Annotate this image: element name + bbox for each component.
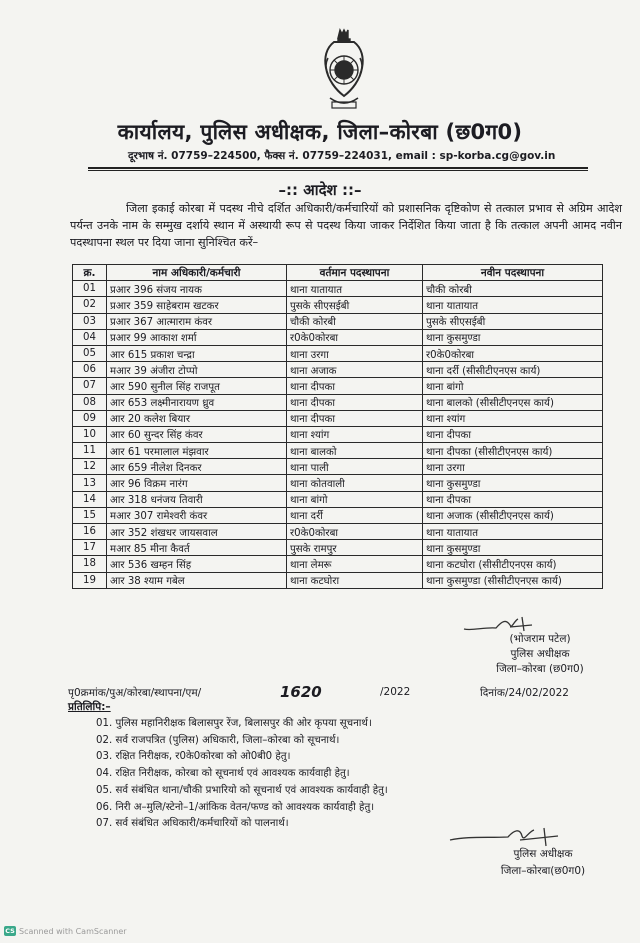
cell-current-posting: थाना कोतवाली: [287, 475, 423, 491]
table-row: [73, 475, 603, 491]
camscanner-logo-icon: CS: [5, 927, 15, 935]
signatory-block-copy: [478, 846, 608, 880]
cell-current-posting: पुसके रामपुर: [287, 540, 423, 556]
cell-current-posting: थाना दर्री: [287, 507, 423, 523]
table-row: [73, 524, 603, 540]
signatory-district: जिला–कोरबा (छ0ग0): [496, 663, 584, 675]
reference-number: 1620: [280, 683, 322, 701]
cell-name: मआर 85 मीना कैवर्त: [107, 540, 287, 556]
reference-prefix: पृ0क्रमांक/पुअ/कोरबा/स्थापना/एम/: [68, 687, 202, 699]
col-new-posting: नवीन पदस्थापना: [423, 265, 603, 281]
table-row: [73, 459, 603, 475]
cell-name: आर 659 नीलेश दिनकर: [107, 459, 287, 475]
cell-current-posting: थाना बालको: [287, 443, 423, 459]
cell-serial: 06: [73, 362, 107, 378]
col-current-posting: वर्तमान पदस्थापना: [287, 265, 423, 281]
table-row: [73, 297, 603, 313]
cell-name: प्रआर 396 संजय नायक: [107, 281, 287, 297]
cell-name: प्रआर 359 साहेबराम खटकर: [107, 297, 287, 313]
cell-new-posting: थाना दर्री (सीसीटीएनएस कार्य): [423, 362, 603, 378]
cell-name: प्रआर 99 आकाश शर्मा: [107, 329, 287, 345]
signatory-name: (भोजराम पटेल): [509, 633, 571, 645]
cell-serial: 04: [73, 329, 107, 345]
cell-new-posting: पुसके सीएसईबी: [423, 313, 603, 329]
header-rule-thin: [88, 170, 588, 171]
table-row: [73, 426, 603, 442]
cell-new-posting: चौकी कोरबी: [423, 281, 603, 297]
table-row: [73, 281, 603, 297]
cell-name: आर 20 कलेश बियार: [107, 410, 287, 426]
cell-serial: 19: [73, 572, 107, 588]
cell-name: आर 318 धनंजय तिवारी: [107, 491, 287, 507]
table-row: [73, 313, 603, 329]
cell-new-posting: थाना बालको (सीसीटीएनएस कार्य): [423, 394, 603, 410]
list-item: 01. पुलिस महानिरीक्षक बिलासपुर रेंज, बिलासपुर की ओर कृपया सूचनार्थ।: [96, 718, 372, 729]
signatory-district: जिला–कोरबा(छ0ग0): [500, 865, 586, 877]
table-row: [73, 556, 603, 572]
cell-current-posting: पुसके सीएसईबी: [287, 297, 423, 313]
table-row: [73, 378, 603, 394]
cell-new-posting: थाना श्यांग: [423, 410, 603, 426]
cell-serial: 05: [73, 345, 107, 361]
cell-current-posting: थाना दीपका: [287, 394, 423, 410]
cell-serial: 18: [73, 556, 107, 572]
cell-name: मआर 307 रामेश्वरी कंवर: [107, 507, 287, 523]
cell-current-posting: थाना लेमरू: [287, 556, 423, 572]
header-rule: [88, 167, 588, 169]
cell-serial: 09: [73, 410, 107, 426]
cell-new-posting: थाना दीपका: [423, 426, 603, 442]
table-row: [73, 572, 603, 588]
table-row: [73, 491, 603, 507]
cell-serial: 14: [73, 491, 107, 507]
cell-serial: 16: [73, 524, 107, 540]
cell-name: आर 590 सुनील सिंह राजपूत: [107, 378, 287, 394]
cell-name: आर 61 परमालाल मंझवार: [107, 443, 287, 459]
order-heading: –:: आदेश ::–: [278, 181, 362, 199]
cell-new-posting: र0के0कोरबा: [423, 345, 603, 361]
cell-current-posting: थाना बांगो: [287, 491, 423, 507]
cell-current-posting: थाना पाली: [287, 459, 423, 475]
table-row: [73, 507, 603, 523]
office-title: कार्यालय, पुलिस अधीक्षक, जिला–कोरबा (छ0ग0): [117, 120, 523, 144]
cell-name: आर 653 लक्ष्मीनारायण ध्रुव: [107, 394, 287, 410]
cell-name: प्रआर 367 आत्माराम कंवर: [107, 313, 287, 329]
signatory-block: [470, 632, 610, 677]
list-item: 05. सर्व संबंधित थाना/चौकी प्रभारियो को सूचनार्थ एवं आवश्यक कार्यवाही हेतु।: [96, 784, 388, 796]
cell-current-posting: थाना यातायात: [287, 281, 423, 297]
order-intro: जिला इकाई कोरबा में पदस्थ नीचे दर्शित अधिकारी/कर्मचारियों को प्रशासनिक दृष्टिकोण से तत्काल प्रभाव से अग्रिम आदेश पर्यन्त उनके नाम के सम्मुख दर्शाये स्थान में अस्थायी रूप से पदस्थ किया जाकर निर्देशित किया जाता है कि तत्काल अपनी आमद नवीन पदस्थापना स्थल पर दिया जाना सुनिश्चित करें–: [70, 202, 622, 249]
scanner-watermark: [4, 926, 127, 936]
copy-list: [96, 716, 536, 833]
scanner-text: Scanned with CamScanner: [19, 926, 127, 936]
cell-current-posting: थाना दीपका: [287, 410, 423, 426]
cell-current-posting: र0के0कोरबा: [287, 329, 423, 345]
cell-current-posting: चौकी कोरबी: [287, 313, 423, 329]
cell-serial: 17: [73, 540, 107, 556]
reference-line: [68, 683, 608, 702]
cell-serial: 13: [73, 475, 107, 491]
cell-serial: 11: [73, 443, 107, 459]
cell-name: मआर 39 अंजीरा टोप्पो: [107, 362, 287, 378]
police-emblem-icon: [316, 28, 372, 118]
cell-name: आर 60 सुन्दर सिंह कंवर: [107, 426, 287, 442]
cell-new-posting: थाना अजाक (सीसीटीएनएस कार्य): [423, 507, 603, 523]
cell-new-posting: थाना कुसमुण्डा: [423, 475, 603, 491]
cell-serial: 08: [73, 394, 107, 410]
cell-new-posting: थाना यातायात: [423, 297, 603, 313]
list-item: 07. सर्व संबंधित अधिकारी/कर्मचारियों को पालनार्थ।: [96, 818, 289, 830]
cell-serial: 02: [73, 297, 107, 313]
cell-new-posting: थाना कुसमुण्डा: [423, 540, 603, 556]
cell-current-posting: थाना उरगा: [287, 345, 423, 361]
table-row: [73, 443, 603, 459]
table-row: [73, 394, 603, 410]
cell-current-posting: थाना श्यांग: [287, 426, 423, 442]
col-name: नाम अधिकारी/कर्मचारी: [107, 265, 287, 281]
list-item: 04. रक्षित निरीक्षक, कोरबा को सूचनार्थ एवं आवश्यक कार्यवाही हेतु।: [96, 768, 350, 780]
list-item: 03. रक्षित निरीक्षक, र0के0कोरबा को ओ0बी0 हेतु।: [96, 751, 291, 763]
cell-name: आर 352 शंखधर जायसवाल: [107, 524, 287, 540]
list-item: 06. निरी अ–मुलि/स्टेनो–1/आंकिक वेतन/फण्ड को आवश्यक कार्यवाही हेतु।: [96, 801, 375, 813]
col-serial: क्र.: [73, 265, 107, 281]
cell-new-posting: थाना दीपका (सीसीटीएनएस कार्य): [423, 443, 603, 459]
cell-new-posting: थाना कुसमुण्डा (सीसीटीएनएस कार्य): [423, 572, 603, 588]
cell-name: आर 615 प्रकाश चन्द्रा: [107, 345, 287, 361]
cell-serial: 12: [73, 459, 107, 475]
cell-current-posting: थाना अजाक: [287, 362, 423, 378]
reference-date: दिनांक/24/02/2022: [480, 687, 569, 699]
cell-serial: 01: [73, 281, 107, 297]
cell-serial: 15: [73, 507, 107, 523]
signatory-designation: पुलिस अधीक्षक: [510, 648, 570, 660]
cell-new-posting: थाना दीपका: [423, 491, 603, 507]
posting-table: [72, 264, 603, 589]
cell-new-posting: थाना बांगो: [423, 378, 603, 394]
cell-new-posting: थाना यातायात: [423, 524, 603, 540]
contact-line: दूरभाष नं. 07759–224500, फैक्स नं. 07759–224031, email : sp-korba.cg@gov.in: [128, 150, 556, 162]
cell-new-posting: थाना कटघोरा (सीसीटीएनएस कार्य): [423, 556, 603, 572]
signatory-designation: पुलिस अधीक्षक: [513, 848, 573, 860]
cell-serial: 03: [73, 313, 107, 329]
table-header-row: [73, 265, 603, 281]
table-row: [73, 362, 603, 378]
cell-serial: 10: [73, 426, 107, 442]
cell-new-posting: थाना उरगा: [423, 459, 603, 475]
table-row: [73, 540, 603, 556]
cell-current-posting: थाना कटघोरा: [287, 572, 423, 588]
cell-name: आर 38 श्याम गबेल: [107, 572, 287, 588]
cell-new-posting: थाना कुसमुण्डा: [423, 329, 603, 345]
table-row: [73, 345, 603, 361]
cell-serial: 07: [73, 378, 107, 394]
table-body: [73, 281, 603, 589]
cell-name: आर 96 विक्रम नारंग: [107, 475, 287, 491]
reference-year: /2022: [380, 686, 411, 698]
list-item: 02. सर्व राजपत्रित (पुलिस) अधिकारी, जिला–कोरबा को सूचनार्थ।: [96, 734, 340, 746]
cell-current-posting: र0के0कोरबा: [287, 524, 423, 540]
cell-current-posting: थाना दीपका: [287, 378, 423, 394]
table-row: [73, 329, 603, 345]
cell-name: आर 536 खम्हन सिंह: [107, 556, 287, 572]
table-row: [73, 410, 603, 426]
copy-heading: प्रतिलिपि:–: [68, 701, 111, 713]
